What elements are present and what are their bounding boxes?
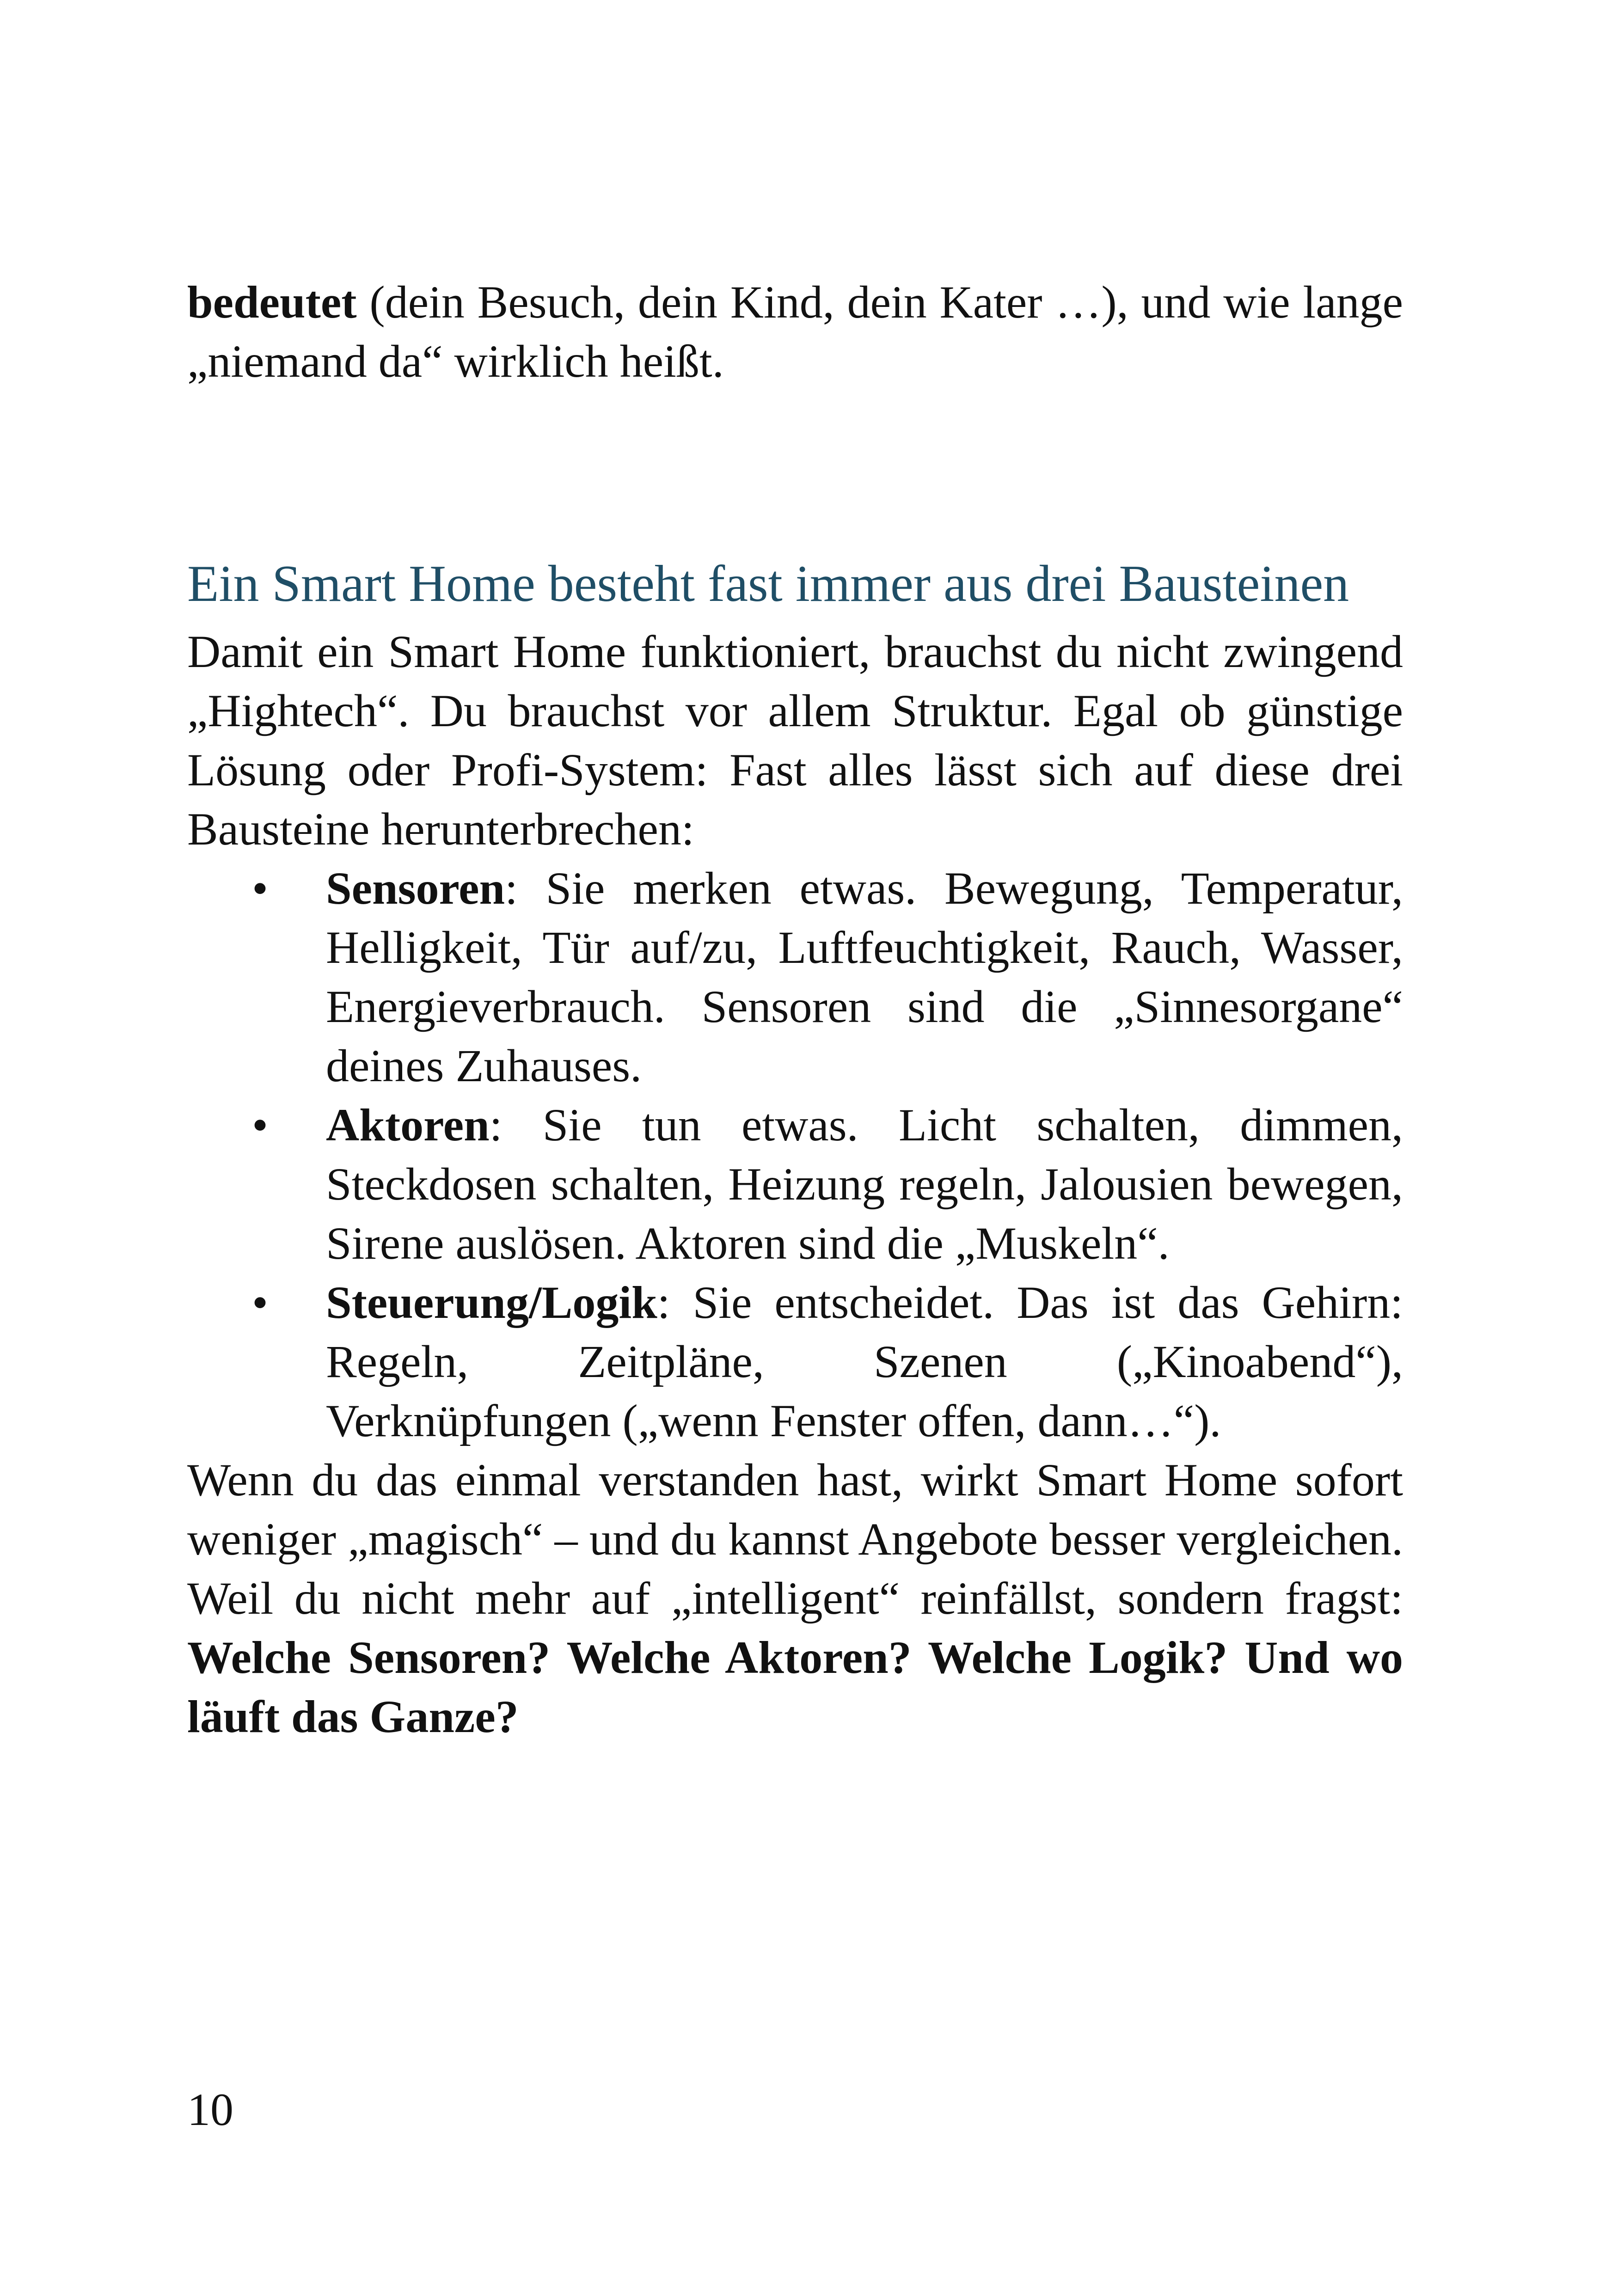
list-item-aktoren <box>252 1096 1403 1273</box>
closing-paragraph <box>187 1451 1403 1746</box>
list-item-text: : Sie merken etwas. Bewegung, Temperatur, Helligkeit, Tür auf/zu, Luftfeuchtigkeit, Rauch, Wasser, Energieverbrauch. Sensoren sind die „Sinnesorgane“ deines Zuhauses. <box>326 863 1403 1091</box>
list-item-text: : Sie entscheidet. Das ist das Gehirn: Regeln, Zeitpläne, Szenen („Kinoabend“), Verknüpfungen („wenn Fenster offen, dann…“). <box>326 1277 1403 1446</box>
intro-paragraph: Damit ein Smart Home funktioniert, brauchst du nicht zwingend „Hightech“. Du brauchst vor allem Struktur. Egal ob günstige Lösung oder Profi-System: Fast alles lässt sich auf diese drei Bausteine herunterbrechen: <box>187 626 1403 855</box>
page-number: 10 <box>187 2084 233 2135</box>
list-item-term: Steuerung/Logik <box>326 1277 657 1328</box>
list-item-text: : Sie tun etwas. Licht schalten, dimmen, Steckdosen schalten, Heizung regeln, Jalousien bewegen, Sirene auslösen. Aktoren sind die „Muskeln“. <box>326 1099 1403 1269</box>
page-body <box>187 273 1403 1746</box>
bullet-icon: • <box>252 1277 269 1328</box>
continuation-text: (dein Besuch, dein Kind, dein Kater …), und wie lange „niemand da“ wirklich heißt. <box>187 276 1403 387</box>
list-item-term: Sensoren <box>326 863 505 914</box>
section-heading: Ein Smart Home besteht fast immer aus drei Bausteinen <box>187 555 1349 612</box>
continuation-bold: bedeutet <box>187 276 357 328</box>
list-item-sensoren <box>252 859 1403 1096</box>
list-item-steuerung <box>252 1273 1403 1451</box>
list-item-term: Aktoren <box>326 1099 490 1151</box>
closing-text: Wenn du das einmal verstanden hast, wirkt Smart Home sofort weniger „magisch“ – und du kannst Angebote besser vergleichen. Weil du nicht mehr auf „intelligent“ reinfällst, sondern fragst: <box>187 1454 1403 1624</box>
continuation-paragraph <box>187 273 1403 391</box>
bullet-icon: • <box>252 1099 269 1151</box>
building-blocks-list <box>187 859 1403 1451</box>
bullet-icon: • <box>252 863 269 914</box>
closing-bold-questions: Welche Sensoren? Welche Aktoren? Welche Logik? Und wo läuft das Ganze? <box>187 1632 1403 1742</box>
